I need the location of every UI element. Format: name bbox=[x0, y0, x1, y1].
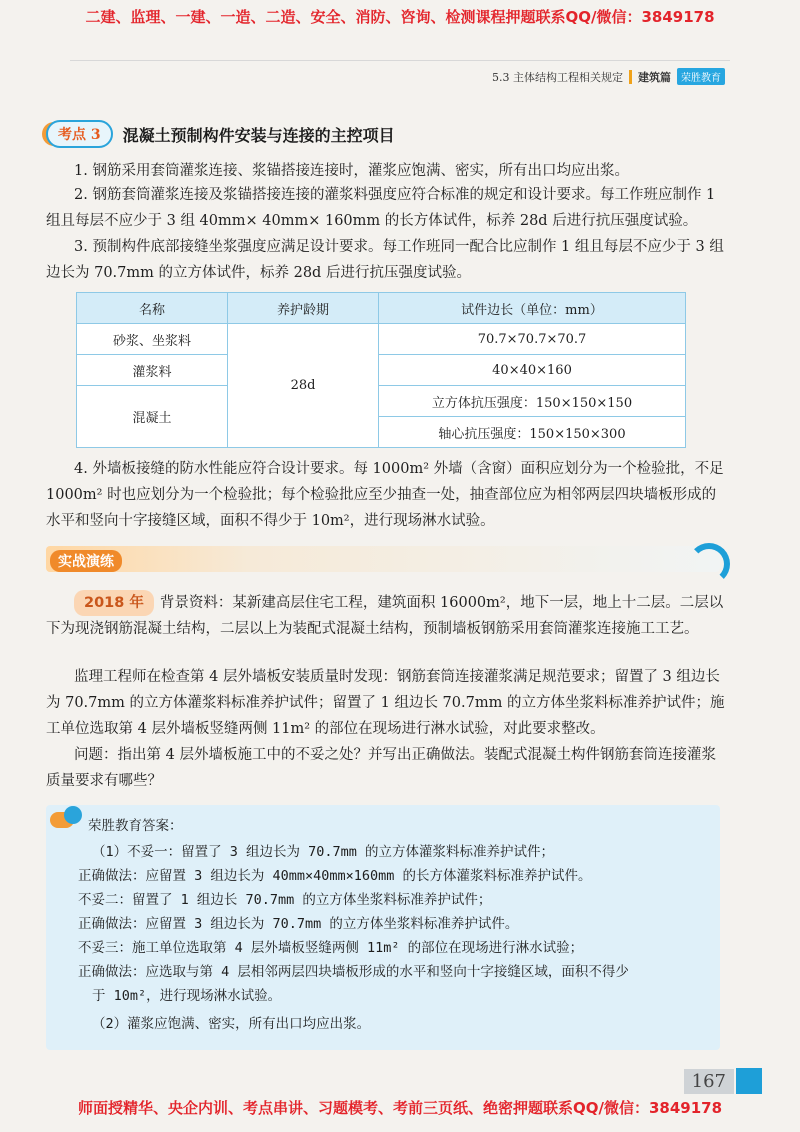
table-cell: 灌浆料 bbox=[77, 355, 228, 386]
answer-line: 不妥三：施工单位选取第 4 层外墙板竖缝两侧 11m² 的部位在现场进行淋水试验； bbox=[78, 940, 584, 956]
table-header: 养护龄期 bbox=[228, 293, 379, 324]
table-cell: 砂浆、坐浆料 bbox=[77, 324, 228, 355]
page-number-text: 167 bbox=[684, 1069, 734, 1094]
table-header-row bbox=[77, 293, 686, 324]
kaodian-badge: 考点 3 bbox=[46, 120, 113, 148]
cloud-dot-icon bbox=[64, 806, 82, 824]
practice-label: 实战演练 bbox=[50, 550, 122, 572]
table-row bbox=[77, 386, 686, 417]
section-title: 5.3 主体结构工程相关规定 bbox=[492, 70, 623, 84]
ad-banner-bottom: 师面授精华、央企内训、考点串讲、习题模考、考前三页纸、绝密押题联系QQ/微信：3849178 bbox=[77, 1099, 723, 1117]
table-cell: 40×40×160 bbox=[379, 355, 686, 386]
practice-question bbox=[46, 742, 726, 794]
answer-line: 正确做法：应留置 3 组边长为 70.7mm 的立方体坐浆料标准养护试件。 bbox=[78, 916, 519, 932]
paragraph-1: 1. 钢筋采用套筒灌浆连接、浆锚搭接连接时，灌浆应饱满、密实，所有出口均应出浆。 bbox=[74, 163, 629, 179]
page-header bbox=[492, 68, 725, 85]
answer-title: 荣胜教育答案： bbox=[88, 818, 183, 834]
answer-line: 于 10m²，进行现场淋水试验。 bbox=[92, 988, 282, 1004]
year-tag: 2018 年 bbox=[74, 590, 154, 616]
kaodian-title: 混凝土预制构件安装与连接的主控项目 bbox=[122, 125, 395, 145]
answer-line: 正确做法：应留置 3 组边长为 40mm×40mm×160mm 的长方体灌浆料标准养护试件。 bbox=[78, 868, 592, 884]
table-row bbox=[77, 324, 686, 355]
paragraph-3-text: 3. 预制构件底部接缝坐浆强度应满足设计要求。每工作班同一配合比应制作 1 组且每层不应少于 3 组边长为 70.7mm 的立方体试件，标养 28d 后进行抗压强度试验。 bbox=[46, 239, 724, 281]
kaodian-heading bbox=[46, 120, 395, 148]
table-cell-age: 28d bbox=[228, 324, 379, 448]
practice-background bbox=[46, 590, 726, 642]
table-cell: 混凝土 bbox=[77, 386, 228, 448]
paragraph-2-text: 2. 钢筋套筒灌浆连接及浆锚搭接连接的灌浆料强度应符合标准的规定和设计要求。每工作班应制作 1 组且每层不应少于 3 组 40mm× 40mm× 160mm 的长方体试件，标养 28d 后进行抗压强度试验。 bbox=[46, 187, 716, 229]
page-tab-marker bbox=[736, 1068, 762, 1094]
specimen-table bbox=[76, 292, 686, 448]
header-rule bbox=[70, 60, 730, 61]
paragraph-4-text: 4. 外墙板接缝的防水性能应符合设计要求。每 1000m² 外墙（含窗）面积应划分为一个检验批，不足 1000m² 时也应划分为一个检验批；每个检验批应至少抽查一处，抽查部位应为相邻两层四块墙板形成的水平和竖向十字接缝区域，面积不得少于 10m²，进行现场淋水试验。 bbox=[46, 461, 724, 529]
table-cell: 轴心抗压强度：150×150×300 bbox=[379, 417, 686, 448]
table-cell: 70.7×70.7×70.7 bbox=[379, 324, 686, 355]
answer-line: （2）灌浆应饱满、密实，所有出口均应出浆。 bbox=[92, 1016, 371, 1032]
table-cell: 立方体抗压强度：150×150×150 bbox=[379, 386, 686, 417]
table-header: 名称 bbox=[77, 293, 228, 324]
chapter-title: 建筑篇 bbox=[638, 70, 671, 84]
practice-finding bbox=[46, 664, 726, 742]
paragraph-3 bbox=[46, 234, 726, 286]
practice-section-bar bbox=[46, 546, 720, 572]
answer-line: 正确做法：应选取与第 4 层相邻两层四块墙板形成的水平和竖向十字接缝区域，面积不得少 bbox=[78, 964, 629, 980]
decorative-ring-icon bbox=[688, 543, 730, 585]
answer-line: 不妥二：留置了 1 组边长 70.7mm 的立方体坐浆料标准养护试件； bbox=[78, 892, 492, 908]
question-text: 问题：指出第 4 层外墙板施工中的不妥之处？并写出正确做法。装配式混凝土构件钢筋套筒连接灌浆质量要求有哪些？ bbox=[46, 747, 716, 789]
page-number bbox=[684, 1068, 762, 1094]
answer-line: （1）不妥一：留置了 3 组边长为 70.7mm 的立方体灌浆料标准养护试件； bbox=[92, 844, 555, 860]
paragraph-4 bbox=[46, 456, 726, 534]
table-row bbox=[77, 355, 686, 386]
background-text: 背景资料：某新建高层住宅工程，建筑面积 16000m²，地下一层，地上十二层。二层以下为现浇钢筋混凝土结构，二层以上为装配式混凝土结构，预制墙板钢筋采用套筒灌浆连接施工工艺。 bbox=[46, 595, 724, 637]
ad-banner-top: 二建、监理、一建、一造、二造、安全、消防、咨询、检测课程押题联系QQ/微信：3849178 bbox=[85, 8, 715, 26]
finding-text: 监理工程师在检查第 4 层外墙板安装质量时发现：钢筋套筒连接灌浆满足规范要求；留置了 3 组边长为 70.7mm 的立方体灌浆料标准养护试件；留置了 1 组边长 70.7mm 的立方体坐浆料标准养护试件；施工单位选取第 4 层外墙板竖缝两侧 11m² 的部位在现场进行淋水试验，对此要求整改。 bbox=[46, 669, 725, 737]
table-header: 试件边长（单位：mm） bbox=[379, 293, 686, 324]
paragraph-2 bbox=[46, 182, 726, 234]
header-divider bbox=[629, 70, 632, 84]
publisher-logo: 荣胜教育 bbox=[677, 68, 725, 85]
